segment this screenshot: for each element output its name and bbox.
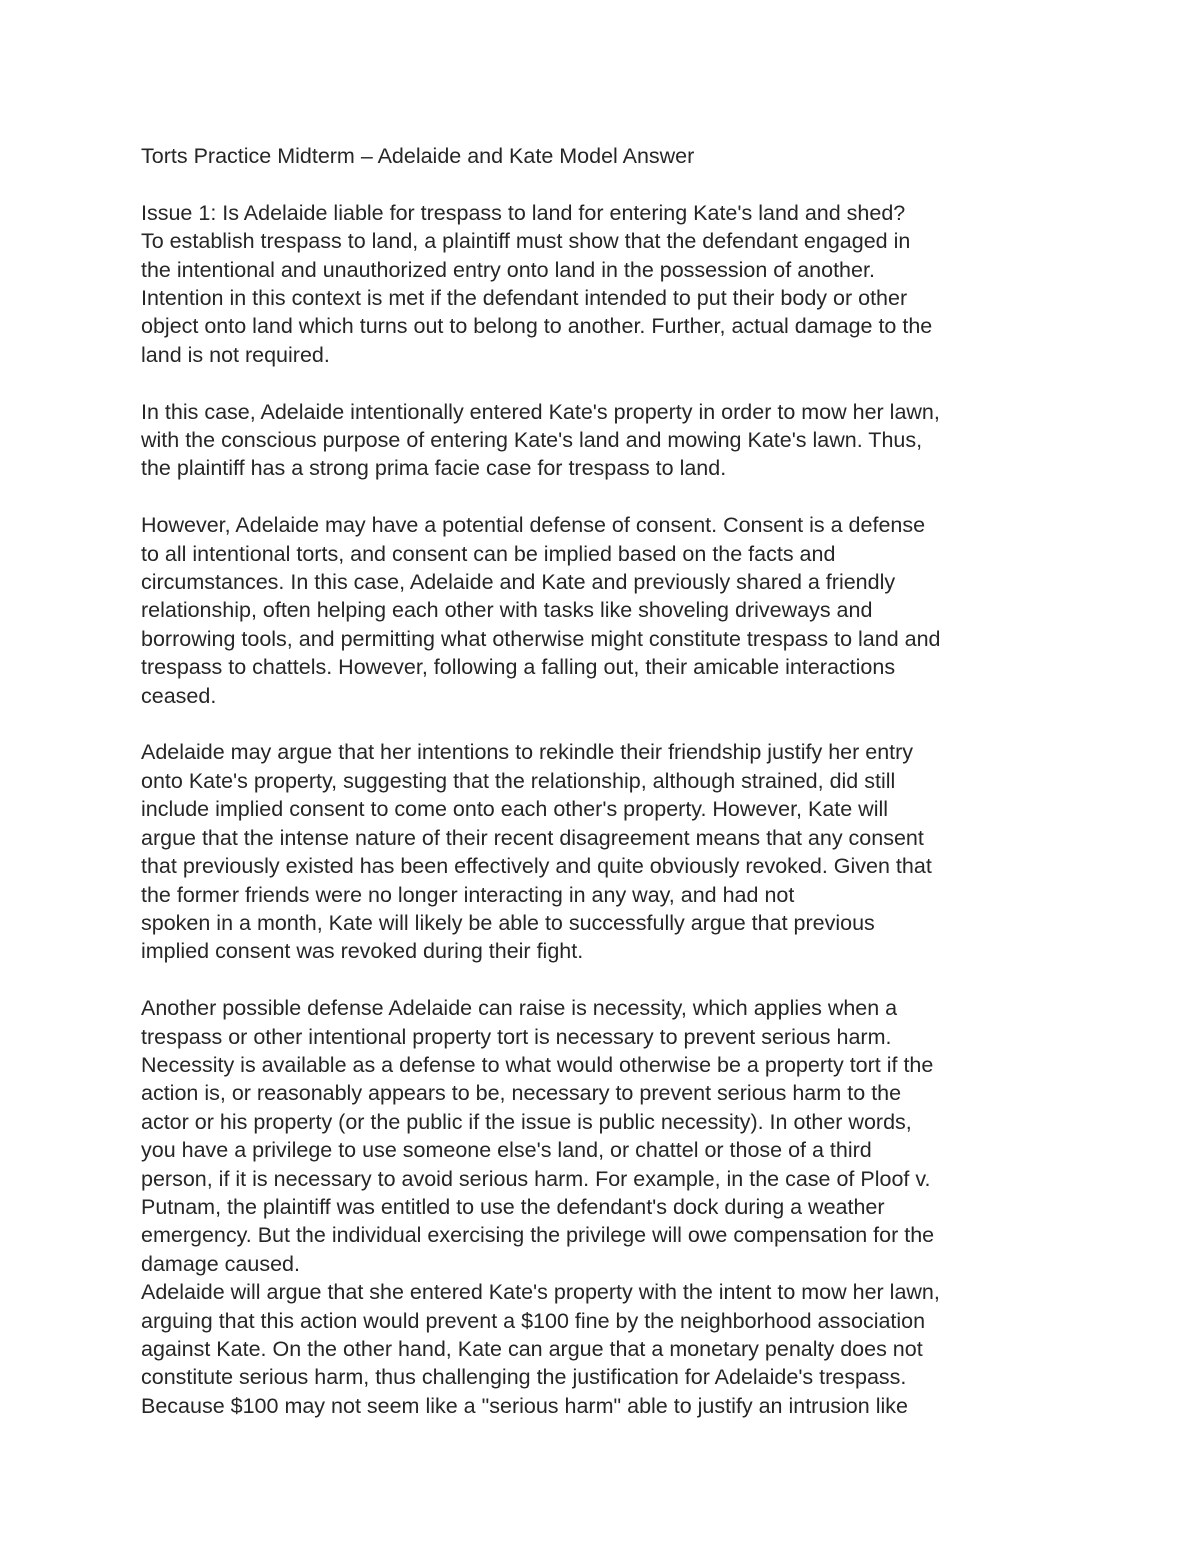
text-line: In this case, Adelaide intentionally entered Kate's property in order to mow her lawn, [141,399,940,424]
paragraph-revoked-consent [141,738,1081,965]
text-line: land is not required. [141,342,330,367]
text-line: arguing that this action would prevent a $100 fine by the neighborhood association [141,1308,926,1333]
text-line: Because $100 may not seem like a "serious harm" able to justify an intrusion like [141,1393,908,1418]
document-title: Torts Practice Midterm – Adelaide and Kate Model Answer [141,144,695,168]
paragraph-issue-1 [141,199,1081,369]
text-line: ceased. [141,683,217,708]
text-line: object onto land which turns out to belong to another. Further, actual damage to the [141,314,933,339]
text-line: include implied consent to come onto each other's property. However, Kate will [141,797,889,822]
text-line: the former friends were no longer interacting in any way, and had not [141,882,795,907]
text-line: with the conscious purpose of entering Kate's land and mowing Kate's lawn. Thus, [141,428,923,453]
text-line: emergency. But the individual exercising the privilege will owe compensation for the [141,1223,935,1248]
text-line: to all intentional torts, and consent can be implied based on the facts and [141,541,836,566]
text-line: actor or his property (or the public if the issue is public necessity). In other words, [141,1109,912,1134]
text-line: borrowing tools, and permitting what otherwise might constitute trespass to land and [141,626,941,651]
text-line: Putnam, the plaintiff was entitled to use the defendant's dock during a weather [141,1194,885,1219]
text-line: you have a privilege to use someone else's land, or chattel or those of a third [141,1138,872,1163]
text-line: Issue 1: Is Adelaide liable for trespass to land for entering Kate's land and shed? [141,200,906,225]
text-line: To establish trespass to land, a plaintiff must show that the defendant engaged in [141,229,911,254]
text-line: onto Kate's property, suggesting that the relationship, although strained, did still [141,768,896,793]
paragraph-consent-defense [141,511,1081,710]
text-line: constitute serious harm, thus challenging the justification for Adelaide's trespass. [141,1365,907,1390]
text-line: trespass to chattels. However, following a falling out, their amicable interactions [141,655,896,680]
document-body [141,142,1081,1420]
text-line: Adelaide may argue that her intentions to rekindle their friendship justify her entry [141,740,914,765]
text-line: Intention in this context is met if the defendant intended to put their body or other [141,286,908,311]
text-line: argue that the intense nature of their recent disagreement means that any consent [141,825,924,850]
text-line: the plaintiff has a strong prima facie case for trespass to land. [141,456,727,481]
text-line: against Kate. On the other hand, Kate can argue that a monetary penalty does not [141,1336,923,1361]
text-line: person, if it is necessary to avoid serious harm. For example, in the case of Ploof v. [141,1166,931,1191]
text-line: that previously existed has been effectively and quite obviously revoked. Given that [141,854,932,879]
text-line: the intentional and unauthorized entry onto land in the possession of another. [141,257,875,282]
paragraph-monetary-penalty [141,1278,1081,1420]
text-line: However, Adelaide may have a potential defense of consent. Consent is a defense [141,513,926,538]
text-line: trespass or other intentional property tort is necessary to prevent serious harm. [141,1024,892,1049]
text-line: Adelaide will argue that she entered Kate's property with the intent to mow her lawn, [141,1280,940,1305]
text-line: circumstances. In this case, Adelaide and Kate and previously shared a friendly [141,570,896,595]
text-line: damage caused. [141,1251,300,1276]
text-line: implied consent was revoked during their fight. [141,939,584,964]
text-line: relationship, often helping each other with tasks like shoveling driveways and [141,598,873,623]
text-line: Necessity is available as a defense to what would otherwise be a property tort if the [141,1052,934,1077]
text-line: spoken in a month, Kate will likely be able to successfully argue that previous [141,910,875,935]
text-line: Another possible defense Adelaide can raise is necessity, which applies when a [141,996,898,1021]
text-line: action is, or reasonably appears to be, necessary to prevent serious harm to the [141,1081,902,1106]
paragraph-necessity-defense [141,994,1081,1278]
paragraph-prima-facie [141,398,1081,483]
